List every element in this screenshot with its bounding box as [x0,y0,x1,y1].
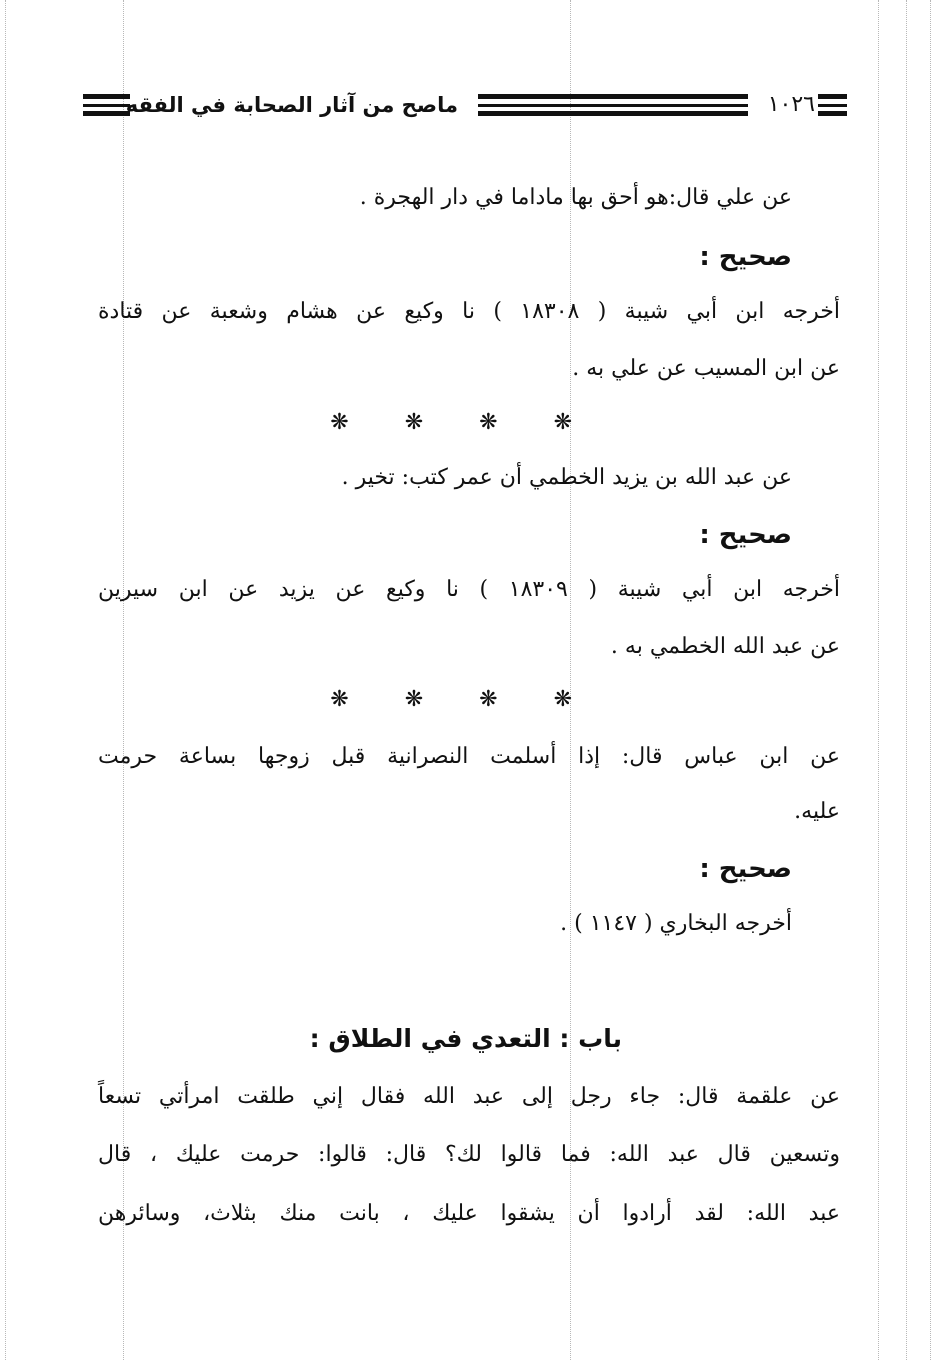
text-line: عن عبد الله الخطمي به . [610,634,840,659]
text-line: عبد الله: لقد أرادوا أن يشقوا عليك ، بانت منك بثلاث، وسائرهن [98,1201,840,1226]
grade-label: صحيح : [699,242,792,272]
page-header [83,90,847,120]
text-line: عن ابن عباس قال: إذا أسلمت النصرانية قبل زوجها بساعة حرمت [98,744,840,769]
asterism-icon: ❋ [553,687,572,712]
section-separator [330,408,572,438]
asterism-icon: ❋ [404,687,424,712]
asterism-icon: ❋ [404,410,424,435]
asterism-icon: ❋ [330,410,349,435]
asterism-icon: ❋ [553,410,572,435]
page-number: ١٠٢٦ [767,92,815,117]
section-separator [330,685,572,715]
text-line: أخرجه البخاري ( ١١٤٧ ) . [560,911,792,936]
text-line: وتسعين قال عبد الله: فما قالوا لك؟ قال: قالوا: حرمت عليك ، قال [98,1142,840,1167]
asterism-icon: ❋ [479,687,498,712]
asterism-icon: ❋ [479,410,498,435]
header-rule-right [818,94,847,116]
scan-guide-line [5,0,6,1360]
text-line: أخرجه ابن أبي شيبة ( ١٨٣٠٨ ) نا وكيع عن هشام وشعبة عن قتادة [98,299,841,324]
text-line: عن علي قال:هو أحق بها ماداما في دار الهجرة . [359,185,792,210]
text-line: عن عبد الله بن يزيد الخطمي أن عمر كتب: تخير . [341,465,792,490]
grade-label: صحيح : [699,854,792,884]
asterism-icon: ❋ [330,687,349,712]
text-line: عليه. [794,799,840,824]
scan-guide-line [878,0,879,1360]
text-line: عن ابن المسيب عن علي به . [572,356,840,381]
header-rule-left [83,94,130,116]
scan-guide-line [930,0,931,1360]
running-head: ماصح من آثار الصحابة في الفقه [125,93,458,117]
text-line: أخرجه ابن أبي شيبة ( ١٨٣٠٩ ) نا وكيع عن يزيد عن ابن سيرين [98,577,840,602]
chapter-heading: باب : التعدي في الطلاق : [309,1024,622,1053]
text-line: عن علقمة قال: جاء رجل إلى عبد الله فقال إني طلقت امرأتي تسعاً [98,1084,840,1109]
grade-label: صحيح : [699,520,792,550]
scan-guide-line [906,0,907,1360]
header-rule-middle [478,94,748,116]
